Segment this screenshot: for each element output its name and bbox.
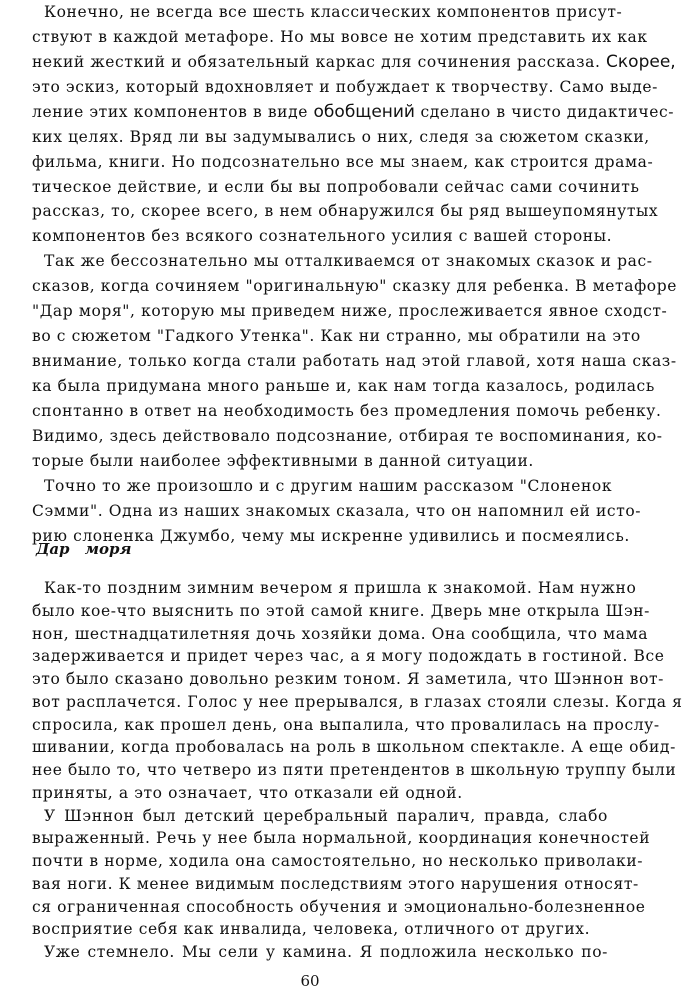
text-line: рассказ, то, скорее всего, в нем обнаружился бы ряд вышеупомянутых — [32, 202, 659, 220]
text-segment: ление этих компонентов в виде — [32, 103, 314, 121]
text-line: вая ноги. К менее видимым последствиям этого нарушения относят- — [32, 875, 639, 893]
text-line: ся ограниченная способность обучения и эмоционально-болезненное — [32, 898, 646, 916]
text-line: спонтанно в ответ на необходимость без промедления помочь ребенку. — [32, 402, 662, 420]
text-line: нее было то, что четверо из пяти претендентов в школьную труппу были — [32, 761, 677, 779]
text-line: тическое действие, и если бы вы попробовали сейчас сами сочинить — [32, 178, 640, 196]
text-line — [32, 52, 676, 72]
text-line: Видимо, здесь действовало подсознание, отбирая те воспоминания, ко- — [32, 427, 663, 445]
text-line: Конечно, не всегда все шесть классических компонентов присут- — [44, 3, 623, 21]
text-line: рию слоненка Джумбо, чему мы искренне удивились и посмеялись. — [32, 527, 630, 545]
text-line: Точно то же произошло и с другим нашим рассказом "Слоненок — [44, 477, 613, 495]
text-line: ствуют в каждой метафоре. Но мы вовсе не хотим представить их как — [32, 28, 648, 46]
text-line: Как-то поздним зимним вечером я пришла к знакомой. Нам нужно — [44, 579, 637, 597]
text-line: это эскиз, который вдохновляет и побуждает к творчеству. Само выде- — [32, 78, 658, 96]
text-line: "Дар моря", которую мы приведем ниже, прослеживается явное сходст- — [32, 302, 668, 320]
text-line: почти в норме, ходила она самостоятельно, но несколько приволаки- — [32, 852, 644, 870]
text-line: внимание, только когда стали работать над этой главой, хотя наша сказ- — [32, 352, 677, 370]
text-line: было кое-что выяснить по этой самой книге. Дверь мне открыла Шэн- — [32, 602, 650, 620]
text-segment: некий жесткий и обязательный каркас для сочинения рассказа. — [32, 53, 607, 71]
text-line: вот расплачется. Голос у нее прерывался, в глазах стояли слезы. Когда я — [32, 693, 683, 711]
text-line: выраженный. Речь у нее была нормальной, координация конечностей — [32, 829, 651, 847]
text-line: спросила, как прошел день, она выпалила, что провалилась на прослу- — [32, 716, 660, 734]
text-line: это было сказано довольно резким тоном. Я заметила, что Шэннон вот- — [32, 670, 665, 688]
text-line: У Шэннон был детский церебральный паралич, правда, слабо — [44, 807, 608, 825]
text-line: шивании, когда пробовалась на роль в школьном спектакле. А еще обид- — [32, 738, 676, 756]
text-line: Уже стемнело. Мы сели у камина. Я подложила несколько по- — [44, 943, 608, 961]
text-line — [32, 102, 675, 122]
text-line: нон, шестнадцатилетняя дочь хозяйки дома. Она сообщила, что мама — [32, 625, 649, 643]
text-line: приняты, а это означает, что отказали ей одной. — [32, 784, 463, 802]
handwritten-word: Скорее, — [606, 52, 676, 72]
text-line: фильма, книги. Но подсознательно все мы знаем, как строится драма- — [32, 153, 654, 171]
text-line: торые были наиболее эффективными в данной ситуации. — [32, 452, 534, 470]
text-line: ких целях. Вряд ли вы задумывались о них, следя за сюжетом сказки, — [32, 128, 650, 146]
text-line: сказов, когда сочиняем "оригинальную" сказку для ребенка. В метафоре — [32, 277, 678, 295]
text-line: Сэмми". Одна из наших знакомых сказала, что он напомнил ей исто- — [32, 502, 642, 520]
text-line: ка была придумана много раньше и, как нам тогда казалось, родилась — [32, 377, 655, 395]
text-line: Так же бессознательно мы отталкиваемся от знакомых сказок и рас- — [44, 252, 653, 270]
text-line: компонентов без всякого сознательного усилия с вашей стороны. — [32, 227, 613, 245]
handwritten-word: обобщений — [313, 102, 415, 122]
text-segment: сделано в чисто дидактичес- — [414, 103, 675, 121]
text-line: восприятие себя как инвалида, человека, отличного от других. — [32, 920, 591, 938]
page-number: 60 — [300, 972, 320, 990]
story-heading: Дар моря — [36, 540, 132, 558]
text-line: задерживается и придет через час, а я могу подождать в гостиной. Все — [32, 647, 665, 665]
text-line: во с сюжетом "Гадкого Утенка". Как ни странно, мы обратили на это — [32, 327, 641, 345]
